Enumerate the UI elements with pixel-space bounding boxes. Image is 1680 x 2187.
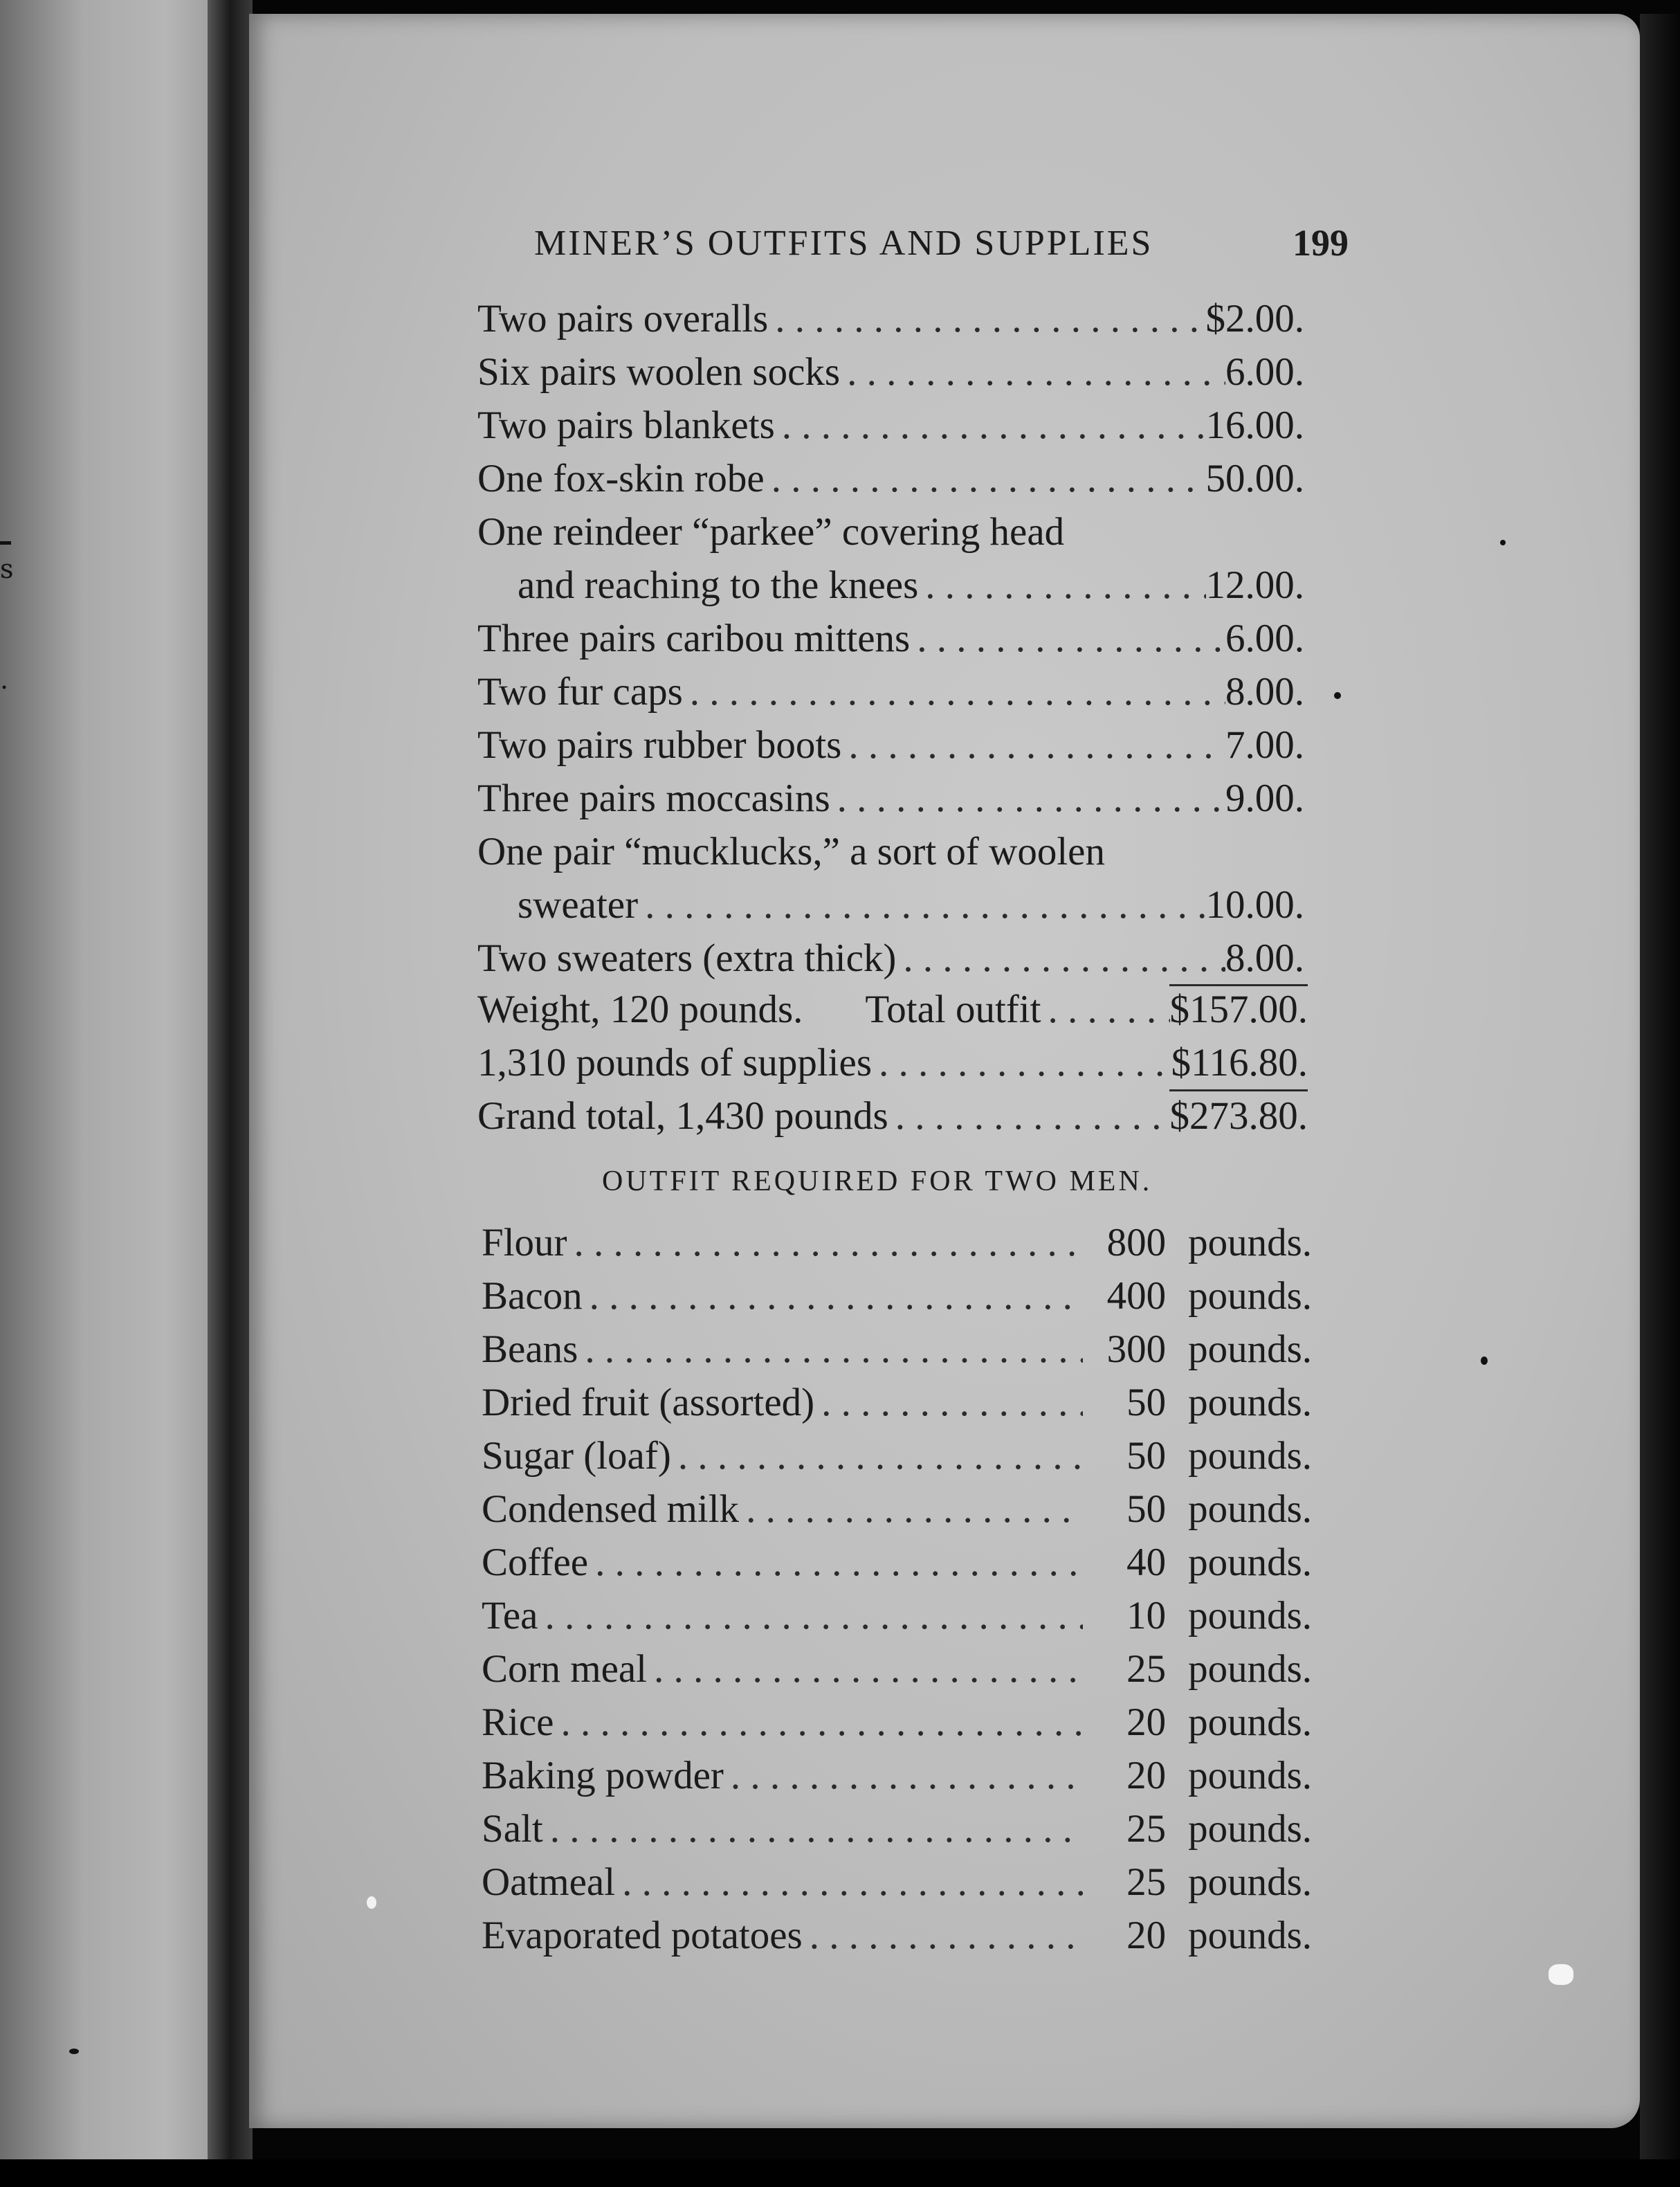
supply-label: Condensed milk (482, 1487, 740, 1531)
supplies-label: 1,310 pounds of supplies (477, 1041, 872, 1085)
book-gutter (208, 0, 253, 2187)
supply-unit: pounds. (1188, 1434, 1312, 1478)
supply-label: Tea (482, 1594, 538, 1637)
item-label: One fox-skin robe (477, 457, 765, 500)
supply-unit: pounds. (1188, 1487, 1312, 1531)
leader-dots (872, 1040, 1171, 1085)
item-amount: 12.00. (1205, 563, 1304, 607)
leader-dots (841, 723, 1225, 768)
supply-quantity: 25 (1126, 1647, 1167, 1691)
supply-item-row (482, 1860, 1312, 1908)
supply-unit: pounds. (1188, 1327, 1312, 1371)
leader-dots (910, 616, 1225, 661)
supply-unit: pounds. (1188, 1274, 1312, 1318)
item-label: Two pairs blankets (477, 403, 775, 447)
supply-item-row (482, 1913, 1312, 1961)
leader-dots (803, 1913, 1083, 1958)
supply-quantity: 40 (1126, 1541, 1167, 1584)
supply-label: Oatmeal (482, 1860, 616, 1904)
supplies-amount: $116.80. (1171, 1041, 1308, 1085)
left-page-edge (0, 0, 208, 2187)
supply-label: Sugar (loaf) (482, 1434, 671, 1478)
item-amount: 8.00. (1225, 936, 1304, 980)
leader-dots (578, 1327, 1083, 1372)
leader-dots (724, 1753, 1083, 1798)
item-label: One reindeer “parkee” covering head (477, 510, 1065, 554)
supply-quantity: 300 (1106, 1327, 1167, 1371)
supply-unit: pounds. (1188, 1914, 1312, 1957)
item-amount: 9.00. (1225, 777, 1304, 820)
weight-label: Weight, 120 pounds. (477, 988, 803, 1031)
leader-dots (583, 1273, 1083, 1318)
grand-total-amount: $273.80. (1169, 1094, 1308, 1138)
outfit-item-row (477, 936, 1304, 984)
scan-speck (69, 2049, 79, 2054)
supply-quantity: 10 (1126, 1594, 1167, 1637)
leader-dots (615, 1860, 1083, 1905)
total-outfit-label: Total outfit (865, 988, 1041, 1031)
leader-dots (638, 882, 1205, 927)
item-label-continuation: sweater (518, 883, 639, 927)
supply-label: Rice (482, 1700, 554, 1744)
outfit-item-row (477, 350, 1304, 398)
outfit-item-continuation (518, 882, 1304, 931)
leader-dots (896, 936, 1225, 981)
outfit-item-row (477, 616, 1304, 664)
running-head-title: MINER’S OUTFITS AND SUPPLIES (534, 224, 1153, 263)
leader-dots (683, 669, 1225, 714)
scan-bottom-edge (0, 2159, 1680, 2187)
leader-dots (814, 1380, 1083, 1425)
item-label: Two pairs rubber boots (477, 723, 842, 767)
leader-dots (588, 1540, 1083, 1585)
item-label: One pair “mucklucks,” a sort of woolen (477, 830, 1105, 873)
supply-unit: pounds. (1188, 1860, 1312, 1904)
leader-dots (567, 1220, 1084, 1265)
item-amount: 6.00. (1225, 350, 1304, 394)
supply-unit: pounds. (1188, 1594, 1312, 1637)
supply-label: Salt (482, 1807, 543, 1851)
supply-item-row (482, 1593, 1312, 1642)
supply-item-row (482, 1540, 1312, 1588)
item-amount: 7.00. (1225, 723, 1304, 767)
supply-label: Evaporated potatoes (482, 1914, 803, 1957)
supply-unit: pounds. (1188, 1541, 1312, 1584)
supply-item-row (482, 1273, 1312, 1322)
page-right-edge (1640, 14, 1680, 2173)
item-label: Three pairs caribou mittens (477, 617, 911, 660)
total-outfit-row (477, 987, 1308, 1035)
outfit-item-row (477, 296, 1304, 345)
item-amount: 8.00. (1225, 670, 1304, 714)
item-label: Two sweaters (extra thick) (477, 936, 897, 980)
sum-rule (1169, 1089, 1308, 1091)
supply-label: Dried fruit (assorted) (482, 1381, 815, 1424)
outfit-item-row (477, 829, 1304, 878)
supply-quantity: 800 (1106, 1221, 1167, 1264)
grand-total-label: Grand total, 1,430 pounds (477, 1094, 888, 1138)
outfit-item-row (477, 509, 1304, 558)
supply-label: Corn meal (482, 1647, 648, 1691)
supply-label: Coffee (482, 1541, 589, 1584)
leader-dots (543, 1806, 1083, 1851)
supply-quantity: 25 (1126, 1807, 1167, 1851)
supply-quantity: 20 (1126, 1914, 1167, 1957)
outfit-item-row (477, 776, 1304, 824)
scan-speck (1481, 1356, 1488, 1365)
item-label: Two pairs overalls (477, 297, 769, 341)
supply-item-row (482, 1806, 1312, 1855)
leader-dots (840, 350, 1225, 394)
supply-label: Beans (482, 1327, 578, 1371)
supply-quantity: 400 (1106, 1274, 1167, 1318)
outfit-item-row (477, 403, 1304, 451)
grand-total-row (477, 1094, 1308, 1142)
supply-quantity: 20 (1126, 1700, 1167, 1744)
supply-label: Flour (482, 1221, 567, 1264)
leader-dots (554, 1700, 1083, 1745)
leader-dots (671, 1433, 1083, 1478)
outfit-item-continuation (518, 563, 1304, 611)
item-label: Three pairs moccasins (477, 777, 830, 820)
scan-highlight (1549, 1964, 1573, 1985)
leader-dots (538, 1593, 1083, 1638)
supply-quantity: 20 (1126, 1754, 1167, 1797)
item-amount: 10.00. (1205, 883, 1304, 927)
total-outfit-amount: $157.00. (1169, 988, 1308, 1031)
item-amount: 50.00. (1205, 457, 1304, 500)
scan-speck (1334, 692, 1341, 699)
item-label-continuation: and reaching to the knees (518, 563, 919, 607)
leader-dots (888, 1094, 1170, 1138)
supply-unit: pounds. (1188, 1221, 1312, 1264)
supplies-row (477, 1040, 1308, 1089)
supply-unit: pounds. (1188, 1754, 1312, 1797)
leader-dots (768, 296, 1205, 341)
supply-quantity: 50 (1126, 1381, 1167, 1424)
leader-dots (918, 563, 1205, 608)
leader-dots (647, 1646, 1083, 1691)
page-number: 199 (1293, 222, 1349, 264)
sum-rule (1169, 984, 1308, 986)
left-page-fragment: . (0, 664, 9, 695)
section-title: OUTFIT REQUIRED FOR TWO MEN. (602, 1165, 1153, 1197)
supply-item-row (482, 1433, 1312, 1482)
scan-highlight (367, 1896, 376, 1909)
outfit-item-row (477, 669, 1304, 718)
supply-quantity: 50 (1126, 1434, 1167, 1478)
supply-item-row (482, 1380, 1312, 1428)
item-amount: 16.00. (1205, 403, 1304, 447)
outfit-item-row (477, 723, 1304, 771)
supply-item-row (482, 1487, 1312, 1535)
supply-item-row (482, 1753, 1312, 1802)
supply-unit: pounds. (1188, 1381, 1312, 1424)
leader-dots (739, 1487, 1083, 1532)
supply-unit: pounds. (1188, 1807, 1312, 1851)
supply-unit: pounds. (1188, 1700, 1312, 1744)
supply-unit: pounds. (1188, 1647, 1312, 1691)
leader-dots (830, 776, 1225, 821)
outfit-item-row (477, 456, 1304, 505)
supply-item-row (482, 1220, 1312, 1269)
supply-item-row (482, 1646, 1312, 1695)
supply-quantity: 50 (1126, 1487, 1167, 1531)
left-page-mark (0, 541, 11, 545)
leader-dots (775, 403, 1206, 448)
supply-item-row (482, 1327, 1312, 1375)
supply-label: Baking powder (482, 1754, 724, 1797)
item-amount: 6.00. (1225, 617, 1304, 660)
left-page-fragment: s (0, 554, 14, 584)
leader-dots (765, 456, 1206, 501)
item-amount: $2.00. (1205, 297, 1304, 341)
leader-dots (1041, 987, 1169, 1032)
item-label: Two fur caps (477, 670, 683, 714)
supply-item-row (482, 1700, 1312, 1748)
item-label: Six pairs woolen socks (477, 350, 841, 394)
supply-label: Bacon (482, 1274, 583, 1318)
supply-quantity: 25 (1126, 1860, 1167, 1904)
scan-speck (1500, 540, 1506, 545)
